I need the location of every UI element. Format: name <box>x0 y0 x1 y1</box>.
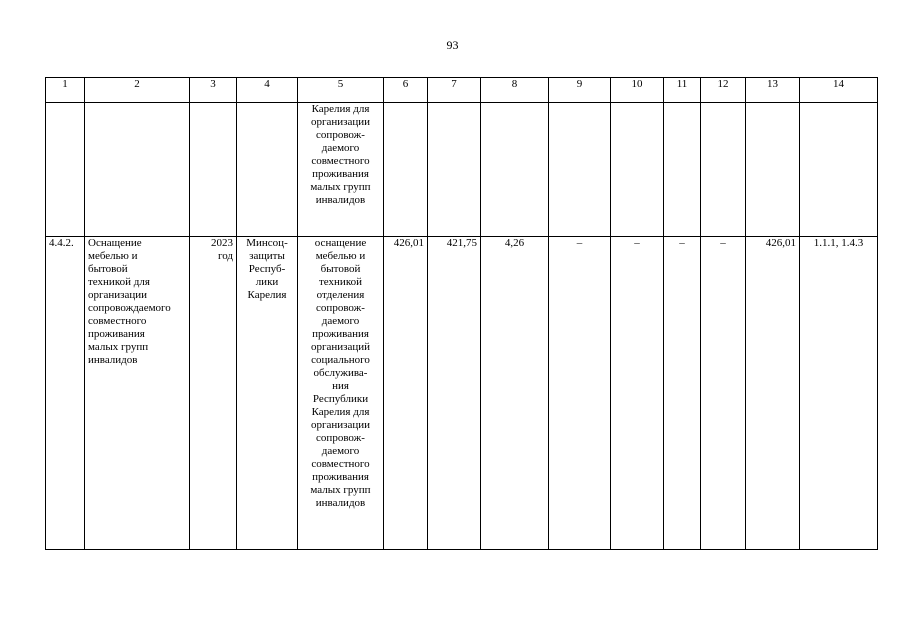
header-cell: 14 <box>800 78 878 103</box>
table-cell <box>190 103 237 237</box>
header-cell: 3 <box>190 78 237 103</box>
table-cell: Оснащение мебелью и бытовой техникой для организации сопровождаемого совместного проживания малых групп инвалидов <box>85 237 190 550</box>
header-cell: 11 <box>664 78 701 103</box>
header-cell: 6 <box>384 78 428 103</box>
table-cell: Минсоц- защиты Респуб- лики Карелия <box>237 237 298 550</box>
table-cell <box>611 103 664 237</box>
table-cell: – <box>664 237 701 550</box>
table-cell <box>428 103 481 237</box>
page-number: 93 <box>446 38 459 52</box>
table-cell: 4.4.2. <box>46 237 85 550</box>
header-cell: 1 <box>46 78 85 103</box>
table-cell: – <box>701 237 746 550</box>
table-cell: 1.1.1, 1.4.3 <box>800 237 878 550</box>
table-cell: 421,75 <box>428 237 481 550</box>
header-cell: 5 <box>298 78 384 103</box>
table-cell <box>701 103 746 237</box>
table-cell: 4,26 <box>481 237 549 550</box>
header-row <box>46 78 878 103</box>
table-cell <box>664 103 701 237</box>
header-cell: 4 <box>237 78 298 103</box>
header-cell: 10 <box>611 78 664 103</box>
table-cell: Карелия для организации сопровож- даемого совместного проживания малых групп инвалидов <box>298 103 384 237</box>
table-cell <box>46 103 85 237</box>
table-row <box>46 103 878 237</box>
header-cell: 7 <box>428 78 481 103</box>
table-cell <box>85 103 190 237</box>
table-cell <box>549 103 611 237</box>
table-row <box>46 237 878 550</box>
header-cell: 12 <box>701 78 746 103</box>
program-table <box>45 77 878 550</box>
table-cell <box>746 103 800 237</box>
table-cell: 426,01 <box>746 237 800 550</box>
header-cell: 8 <box>481 78 549 103</box>
table-cell <box>481 103 549 237</box>
table-cell: 2023 год <box>190 237 237 550</box>
table-cell <box>237 103 298 237</box>
header-cell: 13 <box>746 78 800 103</box>
table-cell <box>384 103 428 237</box>
header-cell: 9 <box>549 78 611 103</box>
table-cell <box>800 103 878 237</box>
header-cell: 2 <box>85 78 190 103</box>
table-cell: оснащение мебелью и бытовой техникой отделения сопровож- даемого проживания организаций социального обслужива- ния Республики Карелия для организации сопровож- даемого совместного проживания малых групп инвалидов <box>298 237 384 550</box>
table-cell: – <box>549 237 611 550</box>
table-cell: – <box>611 237 664 550</box>
table-cell: 426,01 <box>384 237 428 550</box>
